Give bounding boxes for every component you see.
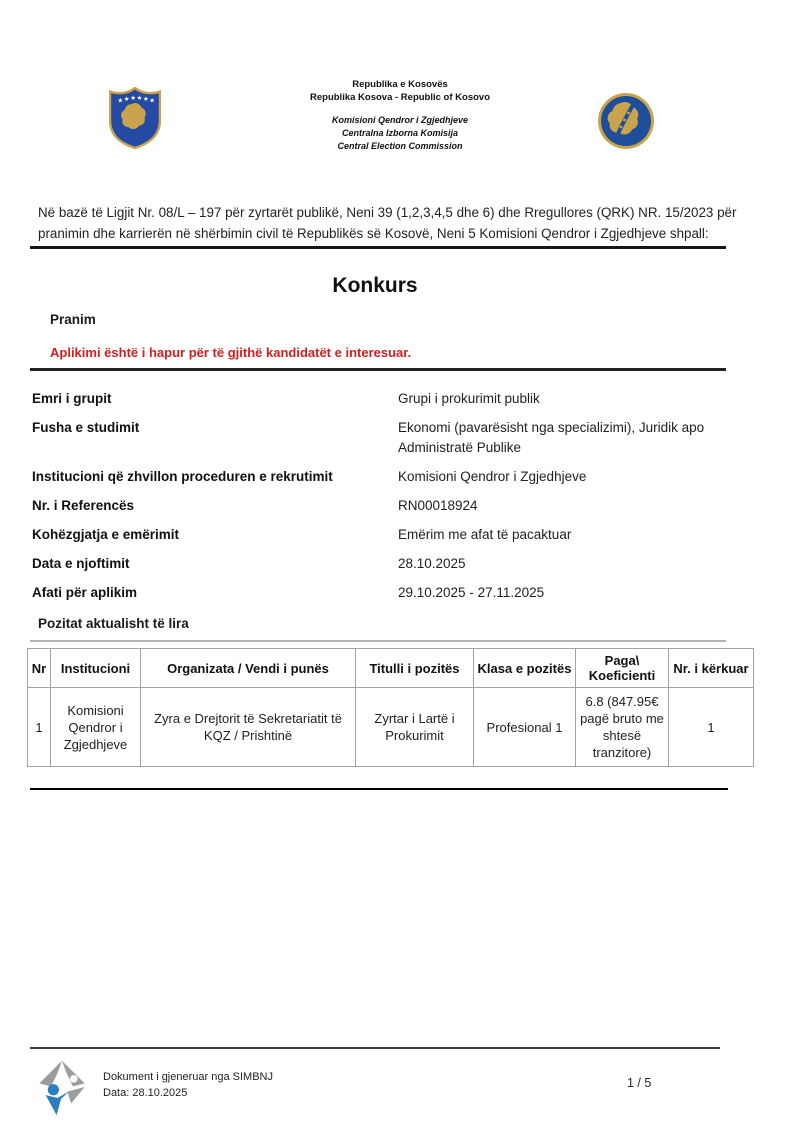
svg-text:★: ★ [136, 94, 143, 102]
positions-table [27, 648, 754, 767]
cell-organizata: Zyra e Drejtorit të Sekretariatit të KQZ / Prishtinë [141, 688, 356, 767]
simbnj-logo-icon [33, 1058, 91, 1116]
svg-text:★: ★ [149, 96, 156, 105]
page-title: Konkurs [332, 274, 418, 297]
detail-row-fusha-studimit [32, 418, 800, 458]
header-state-line-2: Republika Kosova - Republic of Kosovo [310, 92, 490, 103]
cell-paga: 6.8 (847.95€ pagë bruto me shtesë tranzitore) [576, 688, 669, 767]
svg-text:★: ★ [123, 94, 130, 103]
divider-under-notice [30, 368, 726, 371]
svg-text:★: ★ [117, 96, 124, 105]
kosovo-coat-of-arms-icon [109, 87, 161, 149]
detail-value: 29.10.2025 - 27.11.2025 [398, 585, 545, 600]
detail-value: RN00018924 [398, 498, 478, 513]
cell-klasa: Profesional 1 [474, 688, 576, 767]
detail-row-afati-aplikim [32, 583, 800, 603]
detail-value: Emërim me afat të pacaktuar [398, 527, 572, 542]
detail-label: Kohëzgjatja e emërimit [32, 527, 180, 542]
divider-under-positions-heading [30, 640, 726, 642]
vacancy-details [32, 389, 800, 603]
detail-row-kohezgjatja [32, 525, 800, 545]
header-org-line-1: Komisioni Qendror i Zgjedhjeve [331, 115, 469, 125]
detail-value: Ekonomi (pavarësisht nga specializimi), Juridik apo Administratë Publike [398, 420, 705, 455]
detail-label: Nr. i Referencës [32, 498, 135, 513]
header-org-line-2: Centralna Izborna Komisija [341, 128, 459, 138]
cell-kerkuar: 1 [669, 688, 754, 767]
page-number: 1 / 5 [627, 1076, 652, 1090]
detail-value: Komisioni Qendror i Zgjedhjeve [398, 469, 587, 484]
subtitle-pranim: Pranim [50, 312, 96, 327]
header-org-line-3: Central Election Commission [337, 141, 463, 151]
detail-label: Fusha e studimit [32, 420, 140, 435]
positions-table-row [28, 688, 754, 767]
kqz-emblem-icon [597, 92, 655, 150]
footer-texts [103, 1058, 273, 1116]
application-open-notice: Aplikimi është i hapur për të gjithë kandidatët e interesuar. [50, 345, 412, 360]
intro-paragraph: Në bazë të Ligjit Nr. 08/L – 197 për zyrtarët publikë, Neni 39 (1,2,3,4,5 dhe 6) dhe Rregullores (QRK) NR. 15/2023 për pranimin dhe karrierën në shërbimin civil të Republikës së Kosovë, Neni 5 Komisioni Qendror i Zgjedhjeve shpall: [38, 205, 737, 241]
detail-row-institucioni [32, 467, 800, 487]
col-header-klasa: Klasa e pozitës [474, 649, 576, 688]
document-header [0, 0, 800, 153]
footer-divider [30, 1047, 720, 1049]
cell-titulli: Zyrtar i Lartë i Prokurimit [356, 688, 474, 767]
footer-date: Data: 28.10.2025 [103, 1087, 188, 1099]
svg-text:★: ★ [130, 94, 136, 102]
positions-table-header-row [28, 649, 754, 688]
col-header-institucioni: Institucioni [51, 649, 141, 688]
svg-text:★: ★ [143, 94, 149, 103]
detail-label: Data e njoftimit [32, 556, 130, 571]
col-header-nr: Nr [28, 649, 51, 688]
divider-under-table [30, 788, 728, 790]
col-header-organizata: Organizata / Vendi i punës [141, 649, 356, 688]
detail-row-emri-grupit [32, 389, 800, 409]
col-header-kerkuar: Nr. i kërkuar [669, 649, 754, 688]
cell-nr: 1 [28, 688, 51, 767]
open-positions-heading: Pozitat aktualisht të lira [38, 616, 189, 631]
col-header-paga: Paga\ Koeficienti [576, 649, 669, 688]
header-state-line-1: Republika e Kosovës [352, 79, 448, 90]
detail-label: Institucioni që zhvillon proceduren e rekrutimit [32, 469, 333, 484]
footer-body [33, 1058, 800, 1116]
detail-value: 28.10.2025 [398, 556, 466, 571]
detail-row-nr-references [32, 496, 800, 516]
footer-generated-by: Dokument i gjeneruar nga SIMBNJ [103, 1071, 273, 1083]
detail-row-data-njoftimit [32, 554, 800, 574]
cell-institucioni: Komisioni Qendror i Zgjedhjeve [51, 688, 141, 767]
document-footer [0, 1047, 800, 1116]
detail-value: Grupi i prokurimit publik [398, 391, 540, 406]
col-header-titulli: Titulli i pozitës [356, 649, 474, 688]
divider-under-intro [30, 246, 726, 249]
detail-label: Afati për aplikim [32, 585, 138, 600]
detail-label: Emri i grupit [32, 391, 112, 406]
